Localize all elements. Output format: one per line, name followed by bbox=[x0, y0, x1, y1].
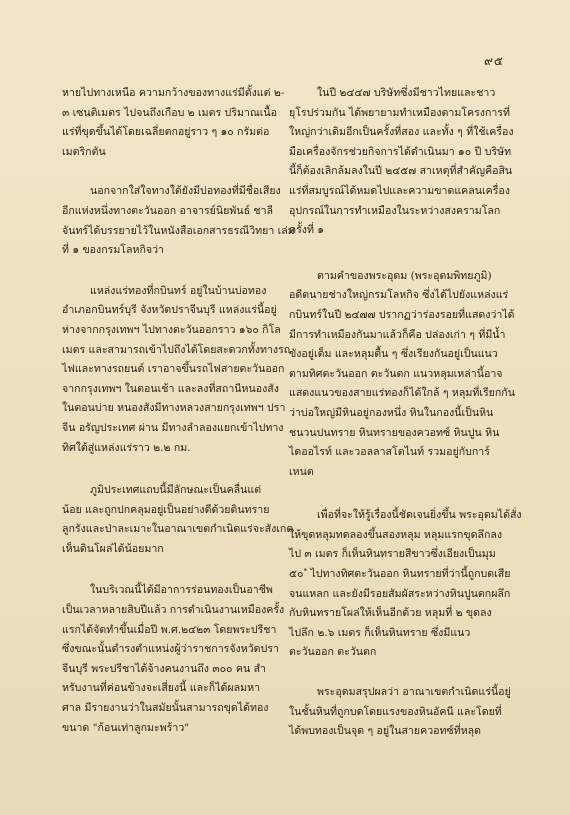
left-column bbox=[62, 84, 295, 756]
text-line: แสดงแนวของสายแร่ทองก็ได้ใกล้ ๆ หลุมที่เรียกกัน bbox=[289, 387, 515, 400]
text-line: จันทร์ได้บรรยายไว้ในหนังสือเอกสารธรณีวิทยา เล่ม bbox=[62, 224, 295, 237]
paragraph bbox=[62, 282, 291, 458]
text-line: ทิศใต้สู่แหล่งแร่ราว ๒.๒ กม. bbox=[62, 441, 191, 454]
text-line: ขังอยู่เต็ม และหลุมตื้น ๆ ซึ่งเรียงกันอยู่เป็นแนว bbox=[289, 348, 498, 361]
text-line: พระอุดมสรุปผลว่า อาณาเขตกำเนิดแร่นี้อยู่ bbox=[317, 686, 511, 699]
paragraph bbox=[289, 84, 514, 241]
text-line: อุปกรณ์ในการทำเหมืองในระหว่างสงครามโลก bbox=[289, 204, 501, 217]
text-line: ตามทิศตะวันออก ตะวันตก แนวหลุมเหล่านี้อาจ bbox=[289, 367, 503, 380]
text-line: จนแหลก และยังมีรอยสัมผัสระหว่างหินปูนตกผลึก bbox=[289, 587, 511, 600]
text-line: ในชั้นหินที่ถูกบดโดยแรงของหินอัคนี และโดยที่ bbox=[289, 705, 502, 718]
text-line: เพื่อที่จะให้รู้เรื่องนี้ชัดเจนยิ่งขึ้น พระอุดมได้สั่ง bbox=[317, 509, 522, 522]
text-line: ที่ ๑ ของกรมโลหกิจว่า bbox=[62, 244, 164, 257]
text-line: จีนบุรี พระปรีชาได้จ้างคนงานถึง ๓๐๐ คน สำ bbox=[62, 662, 266, 675]
text-line: ให้ขุดหลุมทดลองขึ้นสองหลุม หลุมแรกขุดลึกลง bbox=[289, 528, 503, 541]
text-line: เมตร และสามารถเข้าไปถึงได้โดยสะดวกทั้งทางรถ bbox=[62, 343, 291, 356]
text-line: ตะวันออก ตะวันตก bbox=[289, 646, 377, 659]
text-line: หายไปทางเหนือ ความกว้างของทางแร่มีตั้งแต่ ๒- bbox=[62, 87, 285, 99]
text-line: ศาล มีรายงานว่าในสมัยนั้นสามารถขุดได้ทอง bbox=[62, 702, 269, 715]
text-line: มีการทำเหมืองกันมาแล้วก็คือ ปล่องเก่า ๆ ที่มีน้ำ bbox=[289, 328, 506, 341]
paragraph bbox=[289, 506, 522, 663]
text-line: เหนต bbox=[289, 465, 314, 478]
text-line: หรับงานที่ค่อนข้างจะเสี่ยงนี้ และก็ได้ผลมหา bbox=[62, 682, 261, 695]
paragraph bbox=[62, 84, 285, 162]
text-line: อีกแห่งหนึ่งทางตะวันออก อาจารย์นิยพันธ์ ชาลี bbox=[62, 204, 274, 217]
text-line: อดีตนายช่างใหญ่กรมโลหกิจ ซึ่งได้ไปยังแหล่งแร่ bbox=[289, 289, 509, 302]
paragraph bbox=[62, 481, 294, 559]
text-line: ในบริเวณนี้ได้มีอาการร่อนทองเป็นอาชีพ bbox=[90, 584, 273, 597]
text-line: ไดออไรท์ และวอลลาสโตไนท์ รวมอยู่กับการ์ bbox=[289, 446, 490, 459]
text-line: เป็นเวลาหลายสิบปีแล้ว การดำเนินงานเหมืองครั้ง bbox=[62, 604, 285, 617]
text-line: ๕๐ ํ ไปทางทิศตะวันออก หินทรายที่ว่านี้ถูกบดเสีย bbox=[289, 568, 511, 581]
page-number: ๙๕ bbox=[484, 54, 504, 68]
text-line: ว่าบ่อใหญ่มีหินอยู่กองหนึ่ง หินในกองนี้เป็นหิน bbox=[289, 406, 494, 419]
text-line: ครั้งที่ ๑ bbox=[289, 224, 325, 237]
text-line: กบินทร์ในปี ๒๔๗๗ ปรากฏว่าร่องรอยที่แสดงว่าได้ bbox=[289, 308, 515, 321]
text-line: ในปี ๒๔๔๗ บริษัทซึ่งมีชาวไทยและชาว bbox=[317, 87, 496, 99]
text-line: ยุโรปร่วมกัน ได้พยายามทำเหมืองตามโครงการที่ bbox=[289, 106, 510, 119]
text-line: แร่ที่ขุดขึ้นได้โดยเฉลี่ยตกอยู่ราว ๆ ๑๐ กรัมต่อ bbox=[62, 126, 270, 139]
text-line: ซึ่งขณะนั้นดำรงตำแหน่งผู้ว่าราชการจังหวัดปรา bbox=[62, 643, 279, 656]
text-line: ตามคำของพระอุดม (พระอุดมพิทยภูมิ) bbox=[317, 269, 492, 282]
paragraph bbox=[289, 683, 511, 742]
text-line: น้อย และถูกปกคลุมอยู่เป็นอย่างดีด้วยดินทราย bbox=[62, 503, 270, 516]
paragraph bbox=[62, 182, 295, 260]
text-line: นี้ก็ต้องเลิกล้มลงในปี ๒๔๕๗ สาเหตุที่สำคัญคือสิน bbox=[289, 165, 513, 178]
text-line: เห็นดินโผล่ได้น้อยมาก bbox=[62, 542, 164, 555]
text-line: จากกรุงเทพฯ ในตอนเช้า และลงที่สถานีหนองสัง bbox=[62, 382, 279, 395]
text-line: อำเภอกบินทร์บุรี จังหวัดปราจีนบุรี แหล่งแร่นี้อยู่ bbox=[62, 304, 277, 317]
text-line: ภูมิประเทศแถบนี้มีลักษณะเป็นคลื่นแต่ bbox=[90, 484, 262, 497]
paragraph bbox=[62, 581, 285, 738]
text-line: ในตอนบ่าย หนองสังมีทางหลวงสายกรุงเทพฯ ปรา bbox=[62, 402, 286, 415]
paragraph bbox=[289, 267, 515, 483]
text-line: จีน อรัญประเทศ ผ่าน มีทางลำลองแยกเข้าไปทาง bbox=[62, 421, 284, 434]
text-line: ชนวนปนทราย หินทรายของควอทซ์ หินปูน หิน bbox=[289, 426, 500, 439]
text-line: ได้พบทองเป็นจุด ๆ อยู่ในสายควอทซ์ที่หลุด bbox=[289, 725, 482, 738]
text-line: กับหินทรายโผล่ให้เห็นอีกด้วย หลุมที่ ๒ ขุดลง bbox=[289, 607, 492, 620]
text-line: ห่างจากกรุงเทพฯ ไปทางตะวันออกราว ๑๖๐ กิโล bbox=[62, 323, 281, 336]
text-line: ไป ๓ เมตร ก็เห็นหินทรายสีขาวซึ่งเอียงเป็นมุม bbox=[289, 548, 496, 561]
text-line: แหล่งแร่ทองที่กบินทร์ อยู่ในบ้านบ่อทอง bbox=[90, 284, 267, 297]
text-line: ใหญ่กว่าเดิมอีกเป็นครั้งที่สอง และทั้ง ๆ ที่ใช้เครื่อง bbox=[289, 126, 514, 139]
text-line: ไปลึก ๒.๖ เมตร ก็เห็นหินทราย ซึ่งมีแนว bbox=[289, 626, 471, 639]
text-line: ลูกรังและป่าละเมาะในอาณาเขตกำเนิดแร่จะสังเกต bbox=[62, 523, 294, 536]
text-line: มือเครื่องจักรช่วยกิจการได้ดำเนินมา ๑๐ ปี บริษัท bbox=[289, 145, 512, 158]
right-column bbox=[289, 84, 522, 760]
text-line: ขนาด "ก้อนเท่าลูกมะพร้าว" bbox=[62, 721, 190, 734]
text-line: แร่ที่สมบูรณ์ได้หมดไปและความขาดแคลนเครื่อง bbox=[289, 184, 510, 197]
text-line: นอกจากใส่ใจทางใต้ยังมีบ่อทองที่มีชื่อเสียง bbox=[90, 185, 281, 198]
text-line: แรกได้จัดทำขึ้นเมื่อปี พ.ศ.๒๔๒๓ โดยพระปรีชา bbox=[62, 623, 277, 636]
text-line: เมตริกตัน bbox=[62, 145, 106, 158]
text-line: ๓ เซนติเมตร ไปจนถึงเกือบ ๒ เมตร ปริมาณเนื้อ bbox=[62, 106, 277, 119]
text-line: ไฟและทางรถยนต์ เราอาจขึ้นรถไฟสายตะวันออก bbox=[62, 363, 285, 376]
